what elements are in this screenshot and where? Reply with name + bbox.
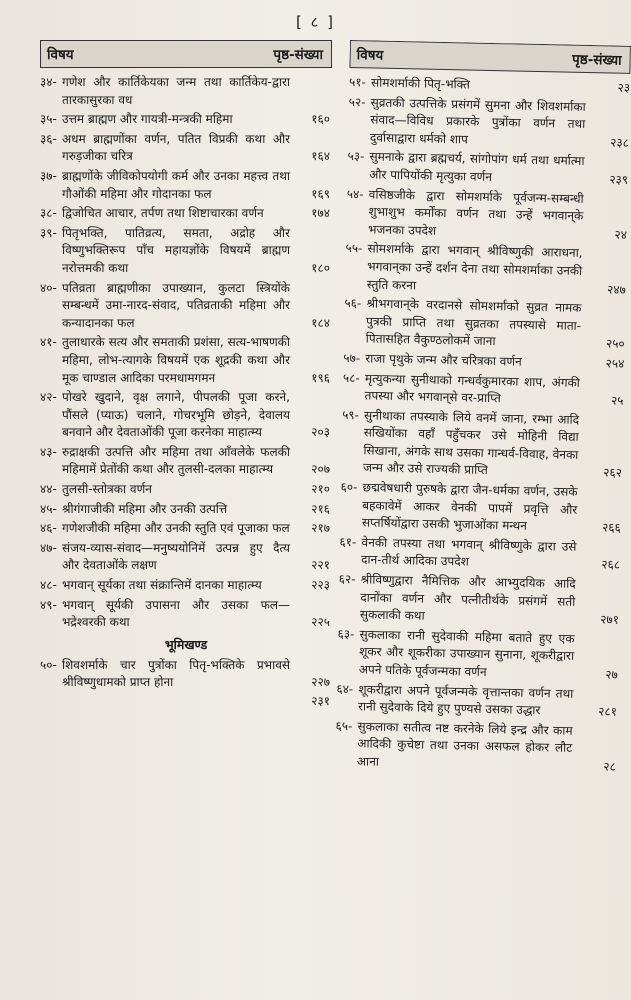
right-entries <box>335 74 631 776</box>
page-number-ref: २७ <box>605 667 618 682</box>
page-number-ref: १६४ <box>311 149 330 164</box>
chapter-title: सुमनाके द्वारा ब्रह्मचर्य, सांगोपांग धर्म तथा धर्मात्मा और पापियोंकी मृत्युका वर्णन <box>369 149 585 184</box>
page-number-ref: २२५ <box>311 615 330 630</box>
page-number-ref: २५० <box>605 336 625 352</box>
chapter-title: तुलाधारके सत्य और समताकी प्रशंसा, सत्य-भाषणकी महिमा, लोभ-त्यागके विषयमें एक शूद्रकी कथा और मूक चाण्डाल आदिका परमधामगमन <box>62 335 290 385</box>
page-number-ref: २१७ <box>311 521 330 536</box>
page-number-ref: १९६ <box>311 370 330 385</box>
chapter-title: सुव्रतकी उत्पत्तिके प्रसंगमें सुमना और शिवशर्माका संवाद—विविध प्रकारके पुत्रोंका वर्णन तथा दुर्वासाद्वारा धर्मको शाप <box>369 95 586 147</box>
chapter-number: ४१- <box>40 335 57 350</box>
chapter-title: पतिव्रता ब्राह्मणीका उपाख्यान, कुलटा स्त्रियोंके सम्बन्धमें उमा-नारद-संवाद, पतिव्रताकी महिमा और कन्यादानका फल <box>62 280 290 330</box>
page-number-ref: २३८ <box>610 135 630 150</box>
toc-entry <box>337 626 619 685</box>
toc-entry <box>339 534 621 575</box>
chapter-title: राजा पृथुके जन्म और चरित्रका वर्णन <box>365 351 522 369</box>
chapter-title: भगवान् सूर्यकी उपासना और उसका फल—भद्रेश्वरकी कथा <box>62 597 290 630</box>
toc-entry <box>335 718 617 777</box>
chapter-number: ३७- <box>40 168 57 183</box>
page-number-ref: २७१ <box>600 612 620 627</box>
chapter-title: छद्मवेषधारी पुरुषके द्वारा जैन-धर्मका वर्णन, उसके बहकावेमें आकर वेनकी पापमें प्रवृत्ति और सप्तर्षियोंद्वारा उसकी भुजाओंका मन्थन <box>361 480 578 534</box>
page-number-ref: २५४ <box>605 356 625 371</box>
page-number-ref: २०३ <box>311 425 330 440</box>
toc-entry <box>40 168 332 203</box>
subject-heading: विषय <box>356 47 384 64</box>
toc-entry <box>346 186 628 245</box>
page-number-ref: २३ <box>617 80 631 95</box>
trailing-page-number: २३१ <box>311 694 330 708</box>
chapter-title: गणेशजीकी महिमा और उनकी स्तुति एवं पूजाका फल <box>62 521 290 536</box>
page-number-ref: १८० <box>311 260 330 275</box>
chapter-title: शूकरीद्वारा अपने पूर्वजन्मके वृत्तान्तका वर्णन तथा रानी सुदेवाके दिये हुए पुण्यसे उसका उद्धार <box>357 681 574 718</box>
chapter-number: ६१- <box>339 534 357 550</box>
page-count-heading: पृष्ठ-संख्या <box>571 51 622 69</box>
chapter-number: ६४- <box>336 681 354 696</box>
page-number-ref: २२७ <box>311 675 330 690</box>
chapter-number: ३६- <box>40 131 57 146</box>
chapter-number: ४९- <box>40 597 57 612</box>
toc-entry <box>348 94 630 153</box>
chapter-title: शिवशर्माके चार पुत्रोंका पितृ-भक्तिके प्रभावसे श्रीविष्णुधामको प्राप्त होना <box>62 657 290 690</box>
toc-entry <box>40 481 332 499</box>
chapter-number: ५५- <box>345 241 363 256</box>
toc-right-column <box>330 40 631 1000</box>
chapter-number: ५४- <box>346 186 364 201</box>
chapter-title: वसिष्ठजीके द्वारा सोमशर्माके पूर्वजन्म-सम्बन्धी शुभाशुभ कर्मोंका वर्णन तथा उन्हें भगवान्‌के भजनका उपदेश <box>367 186 584 238</box>
chapter-title: उत्तम ब्राह्मण और गायत्री-मन्त्रकी महिमा <box>62 112 233 127</box>
chapter-number: ६५- <box>335 718 353 733</box>
chapter-number: ५८- <box>342 370 360 385</box>
page-number-ref: २८ <box>603 759 616 774</box>
chapter-number: ३५- <box>40 112 57 127</box>
toc-entry <box>341 407 623 483</box>
chapter-title: भगवान् सूर्यका तथा संक्रान्तिमें दानका माहात्म्य <box>62 578 262 593</box>
page-number-ref: २१० <box>311 482 330 497</box>
toc-entry <box>344 295 626 354</box>
chapter-title: अधम ब्राह्मणोंका वर्णन, पतित विप्रकी कथा और गरुड़जीका चरित्र <box>62 131 290 164</box>
chapter-number: ५१- <box>348 74 367 90</box>
toc-entry <box>40 597 332 632</box>
chapter-number: ४४- <box>40 482 57 497</box>
page-number-ref: २४ <box>614 227 628 242</box>
page-number-ref: २३९ <box>609 172 629 187</box>
chapter-number: ४५- <box>40 501 57 516</box>
page-number-ref: २१६ <box>311 501 330 516</box>
page-number-ref: १७४ <box>311 206 330 221</box>
page-number-ref: २६६ <box>601 520 621 536</box>
chapter-title: गणेश और कार्तिकेयका जन्म तथा कार्तिकेय-द्वारा तारकासुरका वध <box>62 75 290 107</box>
right-column-header <box>349 40 631 74</box>
chapter-title: सुकलाका सतीत्व नष्ट करनेके लिये इन्द्र और काम आदिकी कुचेष्टा तथा उनका असफल होकर लौट आना <box>356 719 573 769</box>
chapter-title: सुकलाका रानी सुदेवाकी महिमा बताते हुए एक शूकर और शूकरीका उपाख्यान सुनाना, शूकरीद्वारा अपने पतिके पूर्वजन्मका वर्णन <box>358 627 575 679</box>
chapter-title: पोखरे खुदाने, वृक्ष लगाने, पीपलकी पूजा करने, पौंसले (प्याऊ) चलाने, गोचरभूमि छोड़ने, देवालय बनवाने और देवताओंकी पूजा करनेका माहात्म्य <box>62 390 290 440</box>
chapter-title: पितृभक्ति, पातिव्रत्य, समता, अद्रोह और विष्णुभक्तिरूप पाँच महायज्ञोंके विषयमें ब्राह्मण नरोत्तमकी कथा <box>62 225 290 275</box>
chapter-number: ४३- <box>40 444 57 459</box>
chapter-number: ५२- <box>348 94 366 109</box>
chapter-number: ६०- <box>340 479 358 495</box>
chapter-number: ४७- <box>40 540 57 555</box>
page-number: [ ८ ] <box>295 13 336 31</box>
toc-entry <box>40 205 332 223</box>
subject-heading: विषय <box>47 47 74 63</box>
toc-entry <box>347 148 629 189</box>
chapter-title: श्रीभगवान्‌के वरदानसे सोमशर्माको सुव्रत नामक पुत्रकी प्राप्ति तथा सुव्रतका तपस्यासे माता-पितासहित वैकुण्ठलोकमें जाना <box>365 296 582 349</box>
left-entries <box>40 74 332 632</box>
chapter-number: ५३- <box>347 149 365 164</box>
chapter-title: सोमशर्माकी पितृ-भक्ति <box>370 75 471 92</box>
toc-entry <box>40 334 332 387</box>
toc-entry <box>345 240 627 299</box>
chapter-number: ५६- <box>344 296 362 311</box>
chapter-number: ४२- <box>40 390 57 405</box>
page-number-ref: २२१ <box>311 558 330 573</box>
toc-entry <box>40 501 332 519</box>
chapter-title: मृत्युकन्या सुनीथाको गन्धर्वकुमारका शाप, अंगकी तपस्या और भगवान्‌से वर-प्राप्ति <box>364 370 581 406</box>
toc-entry <box>40 225 332 278</box>
toc-entry <box>40 444 332 479</box>
chapter-title: सोमशर्माके द्वारा भगवान् श्रीविष्णुकी आराधना, भगवान्‌का उन्हें दर्शन देना तथा सोमशर्माका उनकी स्तुति करना <box>366 241 583 292</box>
toc-entry <box>40 577 332 595</box>
toc-entry <box>40 280 332 333</box>
page-number-ref: १६९ <box>311 186 330 201</box>
section-title: भूमिखण्ड <box>164 636 208 652</box>
chapter-title: श्रीविष्णुद्वारा नैमित्तिक और आभ्युदयिक आदि दानोंका वर्णन और पत्नीतीर्थके प्रसंगमें सती सुकलाकी कथा <box>359 572 576 623</box>
chapter-title: संजय-व्यास-संवाद—मनुष्ययोनिमें उत्पन्न हुए दैत्य और देवताओंके लक्षण <box>62 540 290 573</box>
chapter-number: ६२- <box>338 571 356 587</box>
chapter-number: ३८- <box>40 206 57 221</box>
left-column-header <box>40 40 332 68</box>
toc-entry <box>40 131 332 166</box>
toc-entry <box>40 520 332 538</box>
chapter-number: ६३- <box>337 626 355 642</box>
page-number-ref: २५ <box>610 393 624 408</box>
page-number-ref: २८१ <box>598 704 618 719</box>
toc-entry <box>40 657 332 692</box>
chapter-number: ३४- <box>40 75 57 89</box>
toc-entry <box>340 479 622 538</box>
chapter-title: रुद्राक्षकी उत्पत्ति और महिमा तथा आँवलेके फलकी महिमामें प्रेतोंकी कथा और तुलसी-दलका माहात्म्य <box>62 444 290 477</box>
toc-entry <box>40 389 332 442</box>
chapter-title: द्विजोचित आचार, तर्पण तथा शिष्टाचारका वर्णन <box>62 206 264 221</box>
page-number-ref: २०७ <box>311 462 330 477</box>
chapter-number: ५९- <box>342 407 360 422</box>
page-number-ref: २४७ <box>606 281 626 297</box>
chapter-title: श्रीगंगाजीकी महिमा और उनकी उत्पत्ति <box>62 501 228 516</box>
page-number-ref: २६२ <box>603 465 623 481</box>
chapter-title: ब्राह्मणोंके जीविकोपयोगी कर्म और उनका महत्त्व तथा गौओंकी महिमा और गोदानका फल <box>62 168 290 201</box>
page-number-ref: २६८ <box>601 557 621 573</box>
chapter-number: ५०- <box>40 657 57 672</box>
page-count-heading: पृष्ठ-संख्या <box>273 47 323 63</box>
chapter-number: ४०- <box>40 280 57 295</box>
chapter-number: ४६- <box>40 521 57 536</box>
chapter-title: वेनकी तपस्या तथा भगवान् श्रीविष्णुके द्वारा उसे दान-तीर्थ आदिका उपदेश <box>360 535 577 570</box>
page-number-ref: २२३ <box>311 578 330 593</box>
chapter-number: ५७- <box>343 350 361 366</box>
chapter-title: सुनीथाका तपस्याके लिये वनमें जाना, रम्भा आदि सखियोंका वहाँ पहुँचकर उसे मोहिनी विद्या सिखाना, अंगके साथ उसका गान्धर्व-विवाह, वेनका जन्म और उसे राज्यकी प्राप्ति <box>362 408 580 478</box>
chapter-number: ४८- <box>40 578 57 593</box>
chapter-title: तुलसी-स्तोत्रका वर्णन <box>62 482 152 497</box>
toc-entry <box>338 571 620 630</box>
page-number-ref: १८४ <box>311 315 330 330</box>
toc-entry <box>40 540 332 575</box>
toc-left-column <box>40 40 332 995</box>
chapter-number: ३९- <box>40 225 57 240</box>
toc-entry <box>40 74 332 109</box>
section-entries <box>40 657 332 709</box>
page-number-ref: १६० <box>311 112 330 127</box>
toc-entry <box>342 369 624 410</box>
toc-entry <box>40 111 332 129</box>
toc-entry <box>336 680 618 721</box>
